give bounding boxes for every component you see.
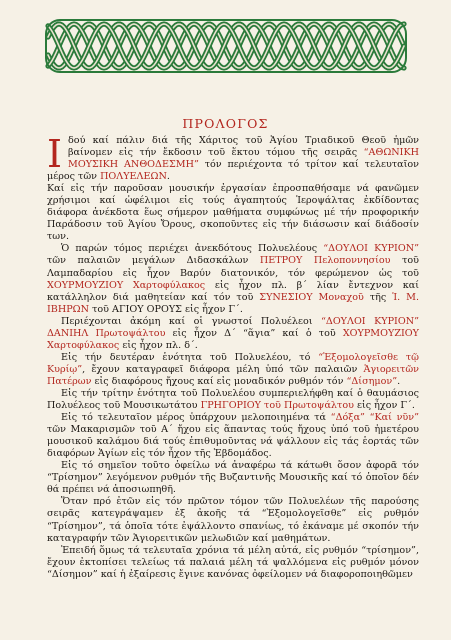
- paragraph: [47, 132, 419, 183]
- paragraph: [47, 243, 419, 315]
- preface-body: [47, 132, 420, 581]
- highlighted-text: “ΔΟΥΛΟΙ ΚΥΡΙΟΝ” ΔΑΝΙΗΛ Πρωτοψάλτου: [47, 315, 419, 339]
- paragraph: [47, 316, 419, 352]
- text-span: εἰς ἦχον πλ. β΄ λίαν ἔντεχνον καί κατάλληλον διά μαθητείαν καί τόν τοῦ: [47, 279, 419, 303]
- text-span: εἰς διαφόρους ἤχους καί εἰς μοναδικόν ρυθμόν τόν: [91, 375, 347, 387]
- highlighted-text: Ἁγιορειτῶν Πατέρων: [47, 363, 419, 387]
- paragraph: [47, 352, 419, 388]
- paragraph: [47, 545, 419, 581]
- highlighted-text: ΓΡΗΓΟΡΙΟΥ τοῦ Πρωτοψάλτου: [200, 400, 354, 412]
- text-span: , ἔχουν καταγραφεῖ διάφορα μέλη ὑπό τῶν παλαιῶν: [82, 363, 364, 375]
- drop-cap: Ι: [47, 132, 63, 176]
- text-span: τῶν Μακαρισμῶν τοῦ Α΄ ἤχου εἰς ἅπαντας τούς ἤχους ὑπό τοῦ ἡμετέρου μουσικοῦ καλάμου διά τούς ἐπιθυμοῦντας νά ψάλλουν εἰς τάς ἑορτάς τῶν διαφόρων Ἁγίων εἰς τόν ἦχον τῆς Ἑβδομάδος.: [47, 424, 419, 460]
- text-span: Εἰς τό τελευταῖον μέρος ὑπάρχουν μελοποιημένα τά: [61, 412, 331, 424]
- text-span: Ὁ παρών τόμος περιέχει ἀνεκδότους Πολυελέους: [61, 243, 324, 255]
- text-span: τῆς: [363, 291, 393, 303]
- page-title: ΠΡΟΛΟΓΟΣ: [182, 116, 269, 131]
- text-span: τῶν παλαιῶν μεγάλων Διδασκάλων: [47, 255, 260, 267]
- text-span: τοῦ Λαμπαδαρίου εἰς ἦχον Βαρύν διατονικόν, τόν φερώμενον ὡς τοῦ: [47, 255, 420, 279]
- text-span: Εἰς τήν τρίτην ἑνότητα τοῦ Πολυελέου συμπεριελήφθη καί ὁ θαυμάσιος Πολυέλεος τοῦ Μουσικωτάτου: [47, 387, 419, 412]
- paragraph: [47, 412, 419, 460]
- text-span: .: [166, 171, 170, 183]
- highlighted-text: “Δίσημον”: [346, 375, 398, 387]
- highlighted-text: “Δόξα” “Καί νῦν”: [330, 412, 419, 424]
- text-span: Ὅταν πρό ἐτῶν εἰς τόν πρῶτον τόμον τῶν Πολυελέων τῆς παρούσης σειρᾶς κατεγράψαμεν ἐξ ἀκοῆς τά “Ἐξομολογεῖσθε” εἰς ρυθμόν “Τρίσημον”, τά ὁποῖα τότε ἐψάλλοντο σπανίως, τό ἐκάναμε μέ σκοπόν τήν καταγραφήν τῶν Ἁγιορειτικῶν μελωδιῶν καί μαθημάτων.: [47, 496, 419, 544]
- text-span: εἰς ἦχον πλ. δ΄.: [119, 339, 198, 351]
- paragraph: [47, 496, 419, 544]
- text-span: τοῦ ΑΓΙΟΥ ΟΡΟΥΣ εἰς ἦχον Γ΄.: [89, 303, 243, 315]
- text-span: Εἰς τό σημεῖον τοῦτο ὀφείλω νά ἀναφέρω τά κάτωθι ὅσον ἀφορᾶ τόν “Τρίσημον” λεγόμενον ρυθμόν τῆς Βυζαντινῆς Μουσικῆς καί τό ὁποῖον δέν θά πρέπει νά ἀποσιωπηθῆ.: [47, 460, 419, 496]
- text-span: Εἰς τήν δευτέραν ἑνότητα τοῦ Πολυελέου, τό: [61, 351, 319, 363]
- text-span: .: [397, 375, 401, 387]
- highlighted-text: Ἱ. Μ. ΙΒΗΡΩΝ: [47, 291, 419, 315]
- text-span: εἰς ἦχον Γ΄.: [353, 400, 415, 412]
- highlighted-text: “ΔΟΥΛΟΙ ΚΥΡΙΟΝ”: [323, 243, 419, 255]
- highlighted-text: ΠΟΛΥΕΛΕΩΝ: [100, 171, 167, 183]
- text-span: Καί εἰς τήν παροῦσαν μουσικήν ἐργασίαν ἐπροσπαθήσαμε νά φανῶμεν χρήσιμοι καί ὠφέλιμοι εἰς τούς ἀγαπητούς Ἱεροψάλτας ἐκδίδοντας διάφορα ἀνέκδοτα ἕως σήμερον μαθήματα συμφώνως μέ τήν προφορικήν Παράδοσιν τοῦ Ἁγίου Ὄρους, σκοποῦντες εἰς τήν διάσωσιν καί διάδοσίν των.: [47, 183, 419, 243]
- highlighted-text: ΧΟΥΡΜΟΥΖΙΟΥ Χαρτοφύλακος: [47, 279, 206, 291]
- highlighted-text: “ΑΘΩΝΙΚΗ ΜΟΥΣΙΚΗ ΑΝΘΟΔΕΣΜΗ”: [68, 147, 419, 171]
- highlighted-text: ΧΟΥΡΜΟΥΖΙΟΥ Χαρτοφύλακος: [47, 327, 419, 351]
- text-span: Ἐπειδή ὅμως τά τελευταῖα χρόνια τά μέλη αὐτά, εἰς ρυθμόν “τρίσημον”, ἔχουν ἐκτοπίσει τελείως τά παλαιά μέλη τά ψαλλόμενα εἰς ρυθμόν μόνον “Δίσημον” καί ἡ ἐξαίρεσις ἔγινε κανόνας ὀφείλομεν νά διαφοροποιηθῶμεν: [47, 544, 419, 580]
- text-span: εἰς ἦχον Δ΄ “ἅγια” καί ὁ τοῦ: [165, 327, 343, 339]
- highlighted-text: “Ἐξομολογεῖσθε τῷ Κυρίῳ”: [47, 351, 419, 375]
- highlighted-text: ΠΕΤΡΟΥ Πελοποννησίου: [259, 255, 391, 267]
- paragraph: [47, 388, 419, 412]
- text-span: δού καί πάλιν διά τῆς Χάριτος τοῦ Ἁγίου Τριαδικοῦ Θεοῦ ἡμῶν βαίνομεν εἰς τήν ἔκδοσιν τοῦ ἕκτου τόμου τῆς σειρᾶς: [68, 135, 419, 159]
- braided-knot-band-icon: [0, 6, 451, 90]
- highlighted-text: ΣΥΝΕΣΙΟΥ Μοναχοῦ: [259, 291, 364, 303]
- text-span: τόν περιέχοντα τό τρίτον καί τελευταῖον μέρος τῶν: [47, 159, 419, 183]
- text-span: Περιέχονται ἀκόμη καί οἱ γνωστοί Πολυέλεοι: [61, 315, 321, 327]
- paragraph: [47, 183, 419, 243]
- paragraph: [47, 460, 419, 496]
